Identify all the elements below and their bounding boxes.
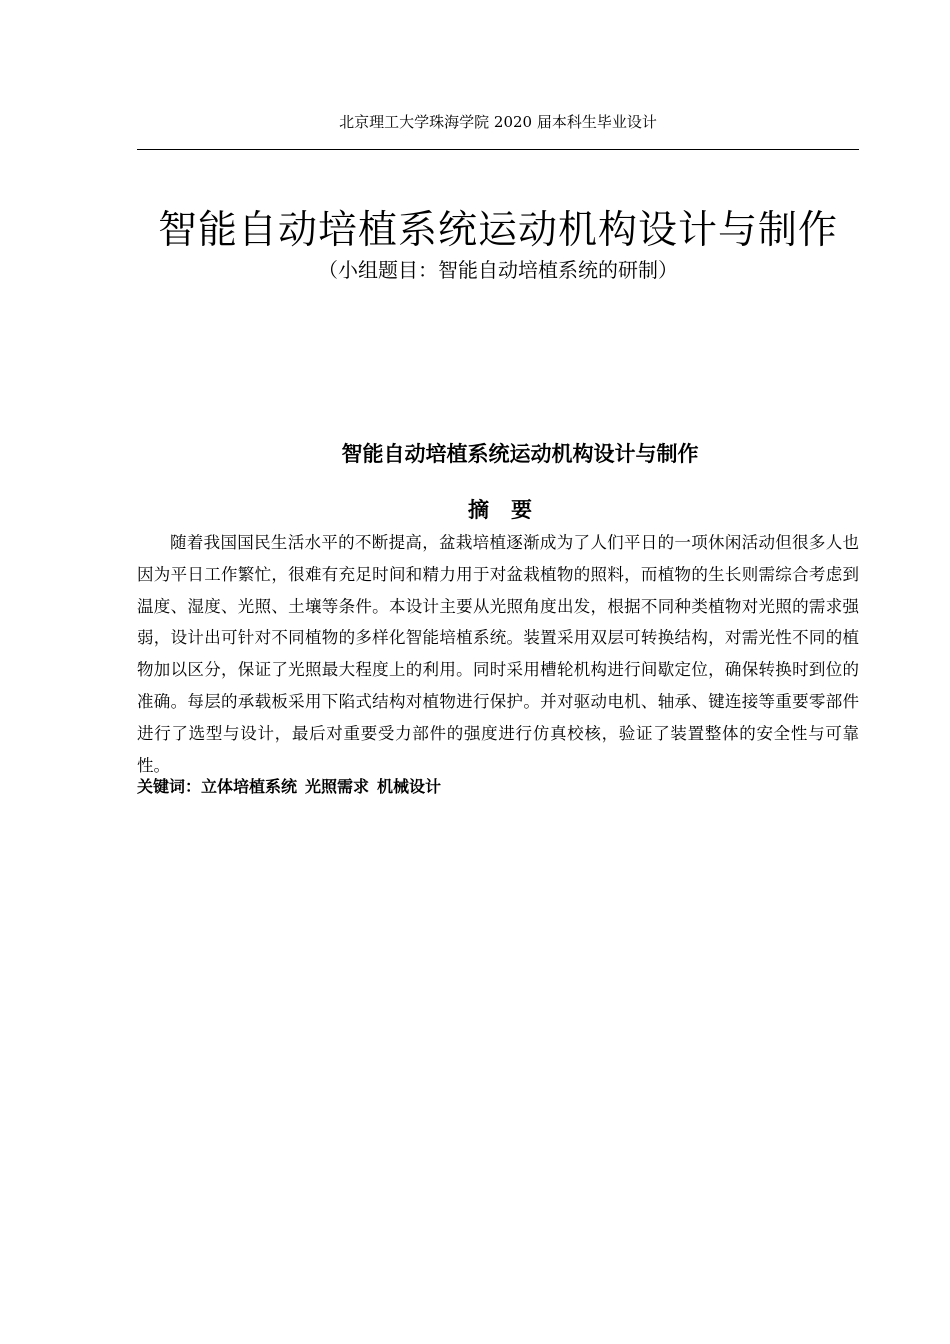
abstract-heading: 摘要 xyxy=(468,498,554,522)
keyword-item: 光照需求 xyxy=(305,777,370,796)
abstract-body: 随着我国国民生活水平的不断提高，盆栽培植逐渐成为了人们平日的一项休闲活动但很多人也因为平日工作繁忙，很难有充足时间和精力用于对盆栽植物的照料，而植物的生长则需综合考虑到温度、湿度、光照、土壤等条件。本设计主要从光照角度出发，根据不同种类植物对光照的需求强弱，设计出可针对不同植物的多样化智能培植系统。装置采用双层可转换结构，对需光性不同的植物加以区分，保证了光照最大程度上的利用。同时采用槽轮机构进行间歇定位，确保转换时到位的准确。每层的承载板采用下陷式结构对植物进行保护。并对驱动电机、轴承、键连接等重要零部件进行了选型与设计，最后对重要受力部件的强度进行仿真校核，验证了装置整体的安全性与可靠性。 xyxy=(137,533,859,775)
running-header: 北京理工大学珠海学院 2020 届本科生毕业设计 xyxy=(339,113,657,131)
keyword-item: 机械设计 xyxy=(377,777,442,796)
keywords-label: 关键词： xyxy=(137,777,202,796)
header-rule xyxy=(137,149,859,150)
thesis-title: 智能自动培植系统运动机构设计与制作 xyxy=(157,208,838,253)
keywords-line xyxy=(137,776,859,798)
group-subtitle: （小组题目：智能自动培植系统的研制） xyxy=(318,258,678,282)
abstract-title: 智能自动培植系统运动机构设计与制作 xyxy=(341,442,699,466)
keyword-item: 立体培植系统 xyxy=(201,777,298,796)
